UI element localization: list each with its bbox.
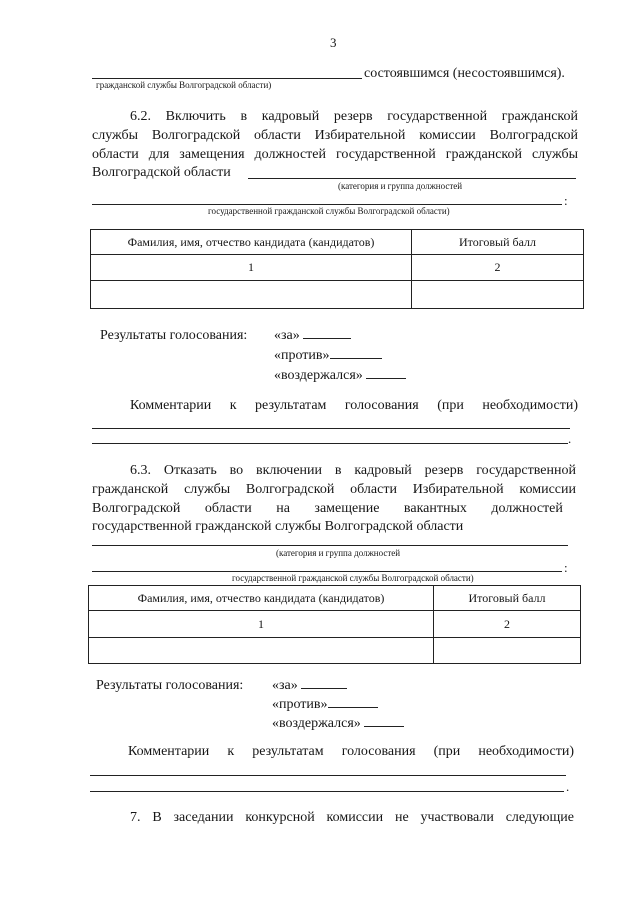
- table-header-score: Итоговый балл: [434, 586, 581, 611]
- page-number: 3: [330, 35, 337, 50]
- blank-line: [90, 775, 566, 776]
- s62-line-1: 6.2. Включить в кадровый резерв государственной гражданской: [130, 109, 578, 124]
- header-tail: состоявшимся (несостоявшимся).: [364, 66, 565, 81]
- s63-voting-label: Результаты голосования:: [96, 678, 244, 693]
- blank-line: [92, 443, 568, 444]
- s62-line-4: Волгоградской области: [92, 165, 231, 180]
- s62-colon: :: [564, 193, 568, 208]
- blank-line: [90, 791, 564, 792]
- blank-line: [92, 571, 562, 572]
- blank-line: [92, 428, 570, 429]
- s63-colon: :: [564, 560, 568, 575]
- table-numbering-1: 1: [91, 255, 412, 281]
- table-numbering-1: 1: [89, 611, 434, 638]
- s63-line-2: гражданской службы Волгоградской области Избирательной комиссии: [92, 482, 576, 497]
- s62-comments: Комментарии к результатам голосования (при необходимости): [130, 398, 578, 413]
- s63-caption-category: (категория и группа должностей: [276, 548, 401, 558]
- s62-period: .: [568, 431, 572, 446]
- s62-vote-for: «за»: [274, 326, 351, 346]
- blank-line: [92, 545, 568, 546]
- table-header-name: Фамилия, имя, отчество кандидата (кандидатов): [89, 586, 434, 611]
- table-header-score: Итоговый балл: [412, 230, 584, 255]
- s62-voting-label: Результаты голосования:: [100, 328, 248, 343]
- table-empty-cell: [91, 281, 412, 309]
- s62-vote-against: «против»: [274, 346, 382, 366]
- blank-line: [248, 178, 576, 179]
- s62-caption-service: государственной гражданской службы Волгоградской области): [208, 206, 450, 216]
- s63-period: .: [566, 779, 570, 794]
- s63-comments: Комментарии к результатам голосования (при необходимости): [128, 744, 574, 759]
- s63-line-3: Волгоградской области на замещение вакантных должностей: [92, 501, 563, 516]
- s62-candidates-table: [90, 229, 584, 309]
- s62-line-2: службы Волгоградской области Избирательной комиссии Волгоградской: [92, 128, 578, 143]
- table-numbering-2: 2: [434, 611, 581, 638]
- s62-line-3: области для замещения должностей государственной гражданской службы: [92, 147, 578, 162]
- header-caption: гражданской службы Волгоградской области): [96, 80, 272, 90]
- s63-line-4: государственной гражданской службы Волгоградской области: [92, 519, 464, 534]
- table-empty-cell: [434, 638, 581, 664]
- table-header-name: Фамилия, имя, отчество кандидата (кандидатов): [91, 230, 412, 255]
- table-numbering-2: 2: [412, 255, 584, 281]
- s63-line-1: 6.3. Отказать во включении в кадровый резерв государственной: [130, 463, 576, 478]
- s62-caption-category: (категория и группа должностей: [338, 181, 463, 191]
- s63-candidates-table: [88, 585, 581, 664]
- blank-line: [92, 78, 362, 79]
- s63-vote-abstain: «воздержался»: [272, 714, 404, 734]
- table-empty-cell: [89, 638, 434, 664]
- s63-caption-service: государственной гражданской службы Волгоградской области): [232, 573, 474, 583]
- s63-vote-for: «за»: [272, 676, 347, 696]
- s62-vote-abstain: «воздержался»: [274, 366, 406, 386]
- s63-vote-against: «против»: [272, 695, 378, 715]
- blank-line: [92, 204, 562, 205]
- s7-line-1: 7. В заседании конкурсной комиссии не участвовали следующие: [130, 810, 574, 825]
- table-empty-cell: [412, 281, 584, 309]
